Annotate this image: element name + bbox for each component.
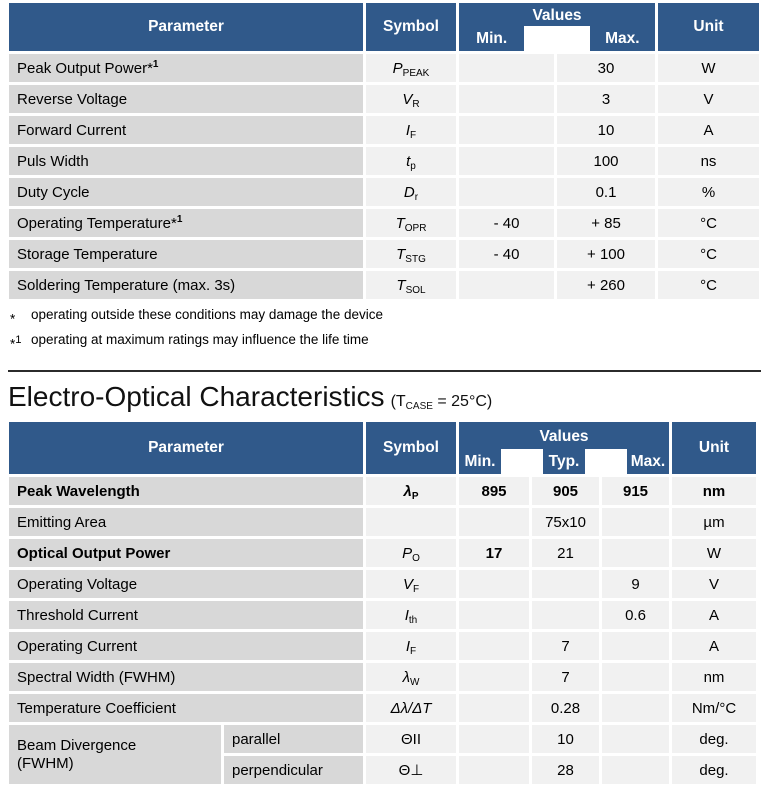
param-cell: Optical Output Power	[9, 539, 363, 567]
values-header	[459, 422, 669, 474]
symbol-sub: F	[412, 583, 420, 595]
symbol-cell	[366, 178, 456, 206]
typ-cell: 7	[532, 663, 599, 691]
min-cell	[459, 725, 529, 753]
symbol-sub: R	[412, 98, 420, 110]
header-divider	[524, 26, 589, 51]
typ-cell: 905	[532, 477, 599, 505]
section-title-text: Electro-Optical Characteristics	[8, 381, 385, 412]
table-row	[9, 54, 759, 82]
param-label: Peak Output Power*	[17, 60, 153, 77]
footnote-marker: 1	[152, 59, 159, 70]
footnote	[10, 305, 763, 330]
section-title	[8, 381, 763, 413]
symbol-cell	[366, 240, 456, 268]
max-header: Max.	[630, 452, 666, 470]
max-cell: + 260	[557, 271, 655, 299]
unit-header: Unit	[658, 3, 759, 51]
symbol-main: T	[396, 245, 406, 263]
unit-cell: W	[672, 539, 756, 567]
max-header: Max.	[605, 29, 640, 47]
min-cell: - 40	[459, 240, 554, 268]
param-label: Storage Temperature	[17, 246, 158, 263]
max-cell: 100	[557, 147, 655, 175]
typ-cell	[532, 601, 599, 629]
min-cell	[459, 147, 554, 175]
footnote	[10, 330, 763, 355]
symbol-sub: W	[409, 676, 420, 688]
min-cell	[459, 632, 529, 660]
param-cell: Temperature Coefficient	[9, 694, 363, 722]
parameter-header: Parameter	[9, 422, 363, 474]
symbol-sub: PEAK	[402, 67, 430, 79]
param-cell: Threshold Current	[9, 601, 363, 629]
table-row	[9, 601, 756, 629]
symbol-sub: th	[408, 614, 418, 626]
footnote-marker: *$^1$	[10, 333, 22, 351]
symbol-sub: r	[414, 191, 419, 203]
symbol-header: Symbol	[366, 3, 456, 51]
param-cell	[9, 240, 363, 268]
symbol-cell	[366, 209, 456, 237]
min-cell	[459, 271, 554, 299]
table-row	[9, 240, 759, 268]
symbol-sub: OPR	[404, 222, 427, 234]
max-cell: 9	[602, 570, 669, 598]
min-cell: 895	[459, 477, 529, 505]
unit-cell: deg.	[672, 725, 756, 753]
symbol-main: λ	[403, 482, 412, 500]
symbol-cell	[366, 508, 456, 536]
section-condition: (TCASE = 25°C)	[390, 393, 493, 412]
min-cell	[459, 570, 529, 598]
symbol-cell	[366, 271, 456, 299]
table-row	[9, 477, 756, 505]
symbol-main: I	[404, 606, 409, 624]
table-row	[9, 663, 756, 691]
max-cell: + 85	[557, 209, 655, 237]
table-row	[9, 116, 759, 144]
max-cell	[602, 539, 669, 567]
max-cell: 915	[602, 477, 669, 505]
orientation-cell: perpendicular	[224, 756, 363, 784]
table-row	[9, 508, 756, 536]
symbol-sub: O	[412, 552, 420, 564]
unit-cell: nm	[672, 477, 756, 505]
min-cell	[459, 756, 529, 784]
param-cell	[9, 178, 363, 206]
typ-cell: 10	[532, 725, 599, 753]
min-cell	[459, 663, 529, 691]
max-cell	[602, 632, 669, 660]
typ-cell: 28	[532, 756, 599, 784]
table-row	[9, 725, 756, 753]
min-cell	[459, 116, 554, 144]
header-divider	[585, 449, 627, 474]
param-cell	[9, 271, 363, 299]
max-cell	[602, 663, 669, 691]
max-cell	[602, 694, 669, 722]
unit-cell: nm	[672, 663, 756, 691]
param-cell	[9, 116, 363, 144]
unit-cell: V	[658, 85, 759, 113]
min-cell	[459, 54, 554, 82]
beam-divergence-cell	[9, 725, 221, 784]
min-cell: 17	[459, 539, 529, 567]
symbol-main: V	[402, 575, 413, 593]
footnotes	[10, 305, 763, 354]
max-cell: 0.1	[557, 178, 655, 206]
unit-cell: °C	[658, 209, 759, 237]
max-cell: 0.6	[602, 601, 669, 629]
symbol-sub: p	[410, 160, 416, 172]
param-label: Soldering Temperature (max. 3s)	[17, 277, 236, 294]
electro-optical-table	[6, 419, 759, 787]
param-cell	[9, 54, 363, 82]
symbol-cell	[366, 539, 456, 567]
symbol-header: Symbol	[366, 422, 456, 474]
unit-cell: %	[658, 178, 759, 206]
param-label: Duty Cycle	[17, 184, 90, 201]
section-divider	[8, 370, 761, 372]
param-label: Reverse Voltage	[17, 91, 128, 108]
table-row	[9, 178, 759, 206]
symbol-sub: F	[410, 645, 417, 657]
min-cell: - 40	[459, 209, 554, 237]
values-label: Values	[532, 7, 582, 24]
min-header: Min.	[476, 29, 508, 47]
unit-cell: A	[658, 116, 759, 144]
footnote-text: operating at maximum ratings may influence the life time	[31, 331, 369, 347]
footnote-marker: 1	[176, 214, 183, 225]
symbol-main: P	[402, 544, 413, 562]
unit-cell: W	[658, 54, 759, 82]
min-cell	[459, 601, 529, 629]
typ-cell: 0.28	[532, 694, 599, 722]
unit-cell: °C	[658, 240, 759, 268]
symbol-main: I	[405, 637, 411, 655]
symbol-main: I	[405, 121, 411, 139]
unit-cell: °C	[658, 271, 759, 299]
parameter-header: Parameter	[9, 3, 363, 51]
max-cell	[602, 508, 669, 536]
param-cell	[9, 147, 363, 175]
max-cell: 3	[557, 85, 655, 113]
table-row	[9, 85, 759, 113]
table-row	[9, 539, 756, 567]
param-cell: Operating Voltage	[9, 570, 363, 598]
unit-cell: A	[672, 632, 756, 660]
symbol-cell	[366, 116, 456, 144]
unit-cell: µm	[672, 508, 756, 536]
param-cell: Spectral Width (FWHM)	[9, 663, 363, 691]
typ-header: Typ.	[548, 452, 580, 470]
symbol-main: λ	[402, 668, 410, 686]
symbol-cell	[366, 85, 456, 113]
max-cell	[602, 725, 669, 753]
typ-cell: 7	[532, 632, 599, 660]
symbol-main: T	[396, 276, 406, 294]
unit-cell: Nm/°C	[672, 694, 756, 722]
min-cell	[459, 694, 529, 722]
values-header	[459, 3, 655, 51]
symbol-cell: ΘII	[366, 725, 456, 753]
param-cell: Operating Current	[9, 632, 363, 660]
symbol-cell	[366, 663, 456, 691]
symbol-main: P	[392, 59, 403, 77]
unit-cell: ns	[658, 147, 759, 175]
min-header: Min.	[464, 452, 496, 470]
symbol-main: V	[402, 90, 413, 108]
unit-cell: A	[672, 601, 756, 629]
max-cell: + 100	[557, 240, 655, 268]
symbol-cell	[366, 54, 456, 82]
beam-divergence-line1: Beam Divergence	[17, 736, 137, 754]
table-row	[9, 271, 759, 299]
param-cell	[9, 85, 363, 113]
footnote-marker: *	[10, 311, 16, 327]
maximum-ratings-table	[6, 0, 762, 302]
symbol-cell	[366, 601, 456, 629]
param-label: Puls Width	[17, 153, 89, 170]
footnote-text: operating outside these conditions may damage the device	[31, 307, 383, 322]
symbol-main: t	[406, 152, 411, 170]
min-cell	[459, 85, 554, 113]
symbol-sub: P	[411, 490, 419, 502]
typ-cell: 21	[532, 539, 599, 567]
symbol-main: Δλ/ΔT	[390, 699, 432, 717]
values-label: Values	[539, 428, 589, 445]
max-cell: 30	[557, 54, 655, 82]
min-cell	[459, 178, 554, 206]
typ-cell	[532, 570, 599, 598]
table-row	[9, 209, 759, 237]
table-row	[9, 570, 756, 598]
symbol-sub: F	[410, 129, 417, 141]
max-cell: 10	[557, 116, 655, 144]
unit-cell: deg.	[672, 756, 756, 784]
beam-divergence-line2: (FWHM)	[17, 754, 74, 772]
header-divider	[501, 449, 543, 474]
table-row	[9, 694, 756, 722]
symbol-cell	[366, 570, 456, 598]
min-cell	[459, 508, 529, 536]
orientation-cell: parallel	[224, 725, 363, 753]
typ-cell: 75x10	[532, 508, 599, 536]
unit-header: Unit	[672, 422, 756, 474]
param-cell: Peak Wavelength	[9, 477, 363, 505]
header-row	[9, 422, 756, 474]
param-label: Forward Current	[17, 122, 127, 139]
symbol-main: T	[395, 214, 405, 232]
symbol-cell	[366, 477, 456, 505]
table-row	[9, 632, 756, 660]
param-cell	[9, 209, 363, 237]
symbol-sub: SOL	[405, 284, 426, 296]
symbol-main: D	[403, 183, 415, 201]
unit-cell: V	[672, 570, 756, 598]
table-row	[9, 147, 759, 175]
symbol-cell: Θ⊥	[366, 756, 456, 784]
symbol-cell	[366, 632, 456, 660]
symbol-cell	[366, 694, 456, 722]
header-row	[9, 3, 759, 51]
param-label: Operating Temperature*	[17, 215, 177, 232]
max-cell	[602, 756, 669, 784]
symbol-cell	[366, 147, 456, 175]
param-cell: Emitting Area	[9, 508, 363, 536]
symbol-sub: STG	[405, 253, 426, 265]
